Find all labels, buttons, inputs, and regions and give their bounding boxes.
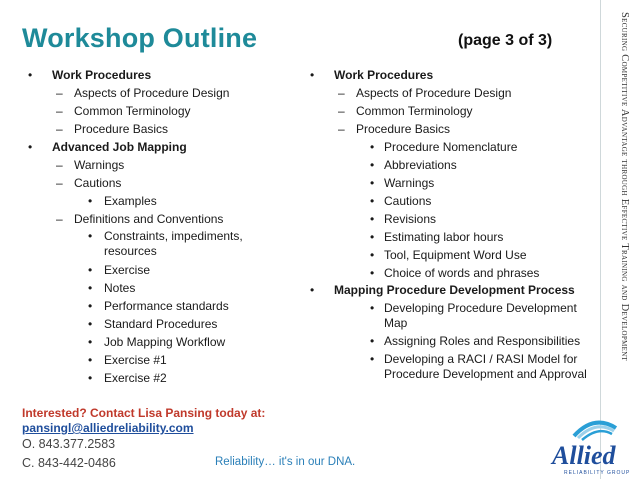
outline-item-level3: • Estimating labor hours: [304, 228, 594, 246]
outline-item-level3: • Constraints, impediments, resources: [22, 228, 292, 261]
outline-item-level1: • Work Procedures: [304, 66, 594, 84]
tagline: Reliability… it's in our DNA.: [215, 456, 356, 468]
outline-item-level3: • Job Mapping Workflow: [22, 333, 292, 351]
logo-subtitle: RELIABILITY GROUP: [564, 470, 631, 476]
outline-item-level3: • Cautions: [304, 192, 594, 210]
outline-item-level2: – Common Terminology: [304, 102, 594, 120]
outline-item-level2: – Cautions: [22, 174, 292, 192]
outline-item-level3: • Standard Procedures: [22, 315, 292, 333]
outline-item-level3: • Exercise #1: [22, 351, 292, 369]
outline-item-level3: • Assigning Roles and Responsibilities: [304, 333, 594, 351]
outline-left-column: [22, 66, 292, 387]
outline-item-level2: – Aspects of Procedure Design: [22, 84, 292, 102]
page-title: Workshop Outline: [22, 23, 258, 53]
outline-item-level3: • Abbreviations: [304, 156, 594, 174]
email-link[interactable]: pansingl@alliedreliability.com: [22, 421, 194, 435]
outline-item-level3: • Warnings: [304, 174, 594, 192]
outline-item-level3: • Developing a RACI / RASI Model for Procedure Development and Approval: [304, 351, 594, 384]
outline-item-level1: • Mapping Procedure Development Process: [304, 282, 594, 300]
outline-right-column: [304, 66, 594, 384]
outline-item-level2: – Warnings: [22, 156, 292, 174]
contact-heading: Interested? Contact Lisa Pansing today at:: [22, 406, 266, 420]
outline-item-level3: • Procedure Nomenclature: [304, 138, 594, 156]
outline-item-level3: • Exercise #2: [22, 369, 292, 387]
outline-item-level3: • Exercise: [22, 261, 292, 279]
office-phone: O. 843.377.2583: [22, 437, 116, 451]
outline-item-level1: • Work Procedures: [22, 66, 292, 84]
allied-logo-graphic: [546, 412, 636, 478]
outline-item-level3: • Revisions: [304, 210, 594, 228]
outline-item-level3: • Notes: [22, 279, 292, 297]
outline-item-level3: • Developing Procedure Development Map: [304, 300, 594, 333]
cell-phone: C. 843-442-0486: [22, 456, 116, 470]
outline-item-level2: – Definitions and Conventions: [22, 210, 292, 228]
page-number: (page 3 of 3): [458, 32, 553, 49]
outline-item-level2: – Procedure Basics: [22, 120, 292, 138]
outline-item-level2: – Procedure Basics: [304, 120, 594, 138]
logo-wordmark: Allied: [552, 441, 616, 470]
outline-item-level3: • Performance standards: [22, 297, 292, 315]
outline-item-level3: • Choice of words and phrases: [304, 264, 594, 282]
outline-item-level2: – Aspects of Procedure Design: [304, 84, 594, 102]
outline-item-level3: • Tool, Equipment Word Use: [304, 246, 594, 264]
allied-logo: [546, 412, 636, 478]
outline-item-level1: • Advanced Job Mapping: [22, 138, 292, 156]
outline-item-level3: • Examples: [22, 192, 292, 210]
sidebar-slogan: Securing Competitive Advantage through Effective Training and Development: [619, 12, 630, 362]
outline-item-level2: – Common Terminology: [22, 102, 292, 120]
